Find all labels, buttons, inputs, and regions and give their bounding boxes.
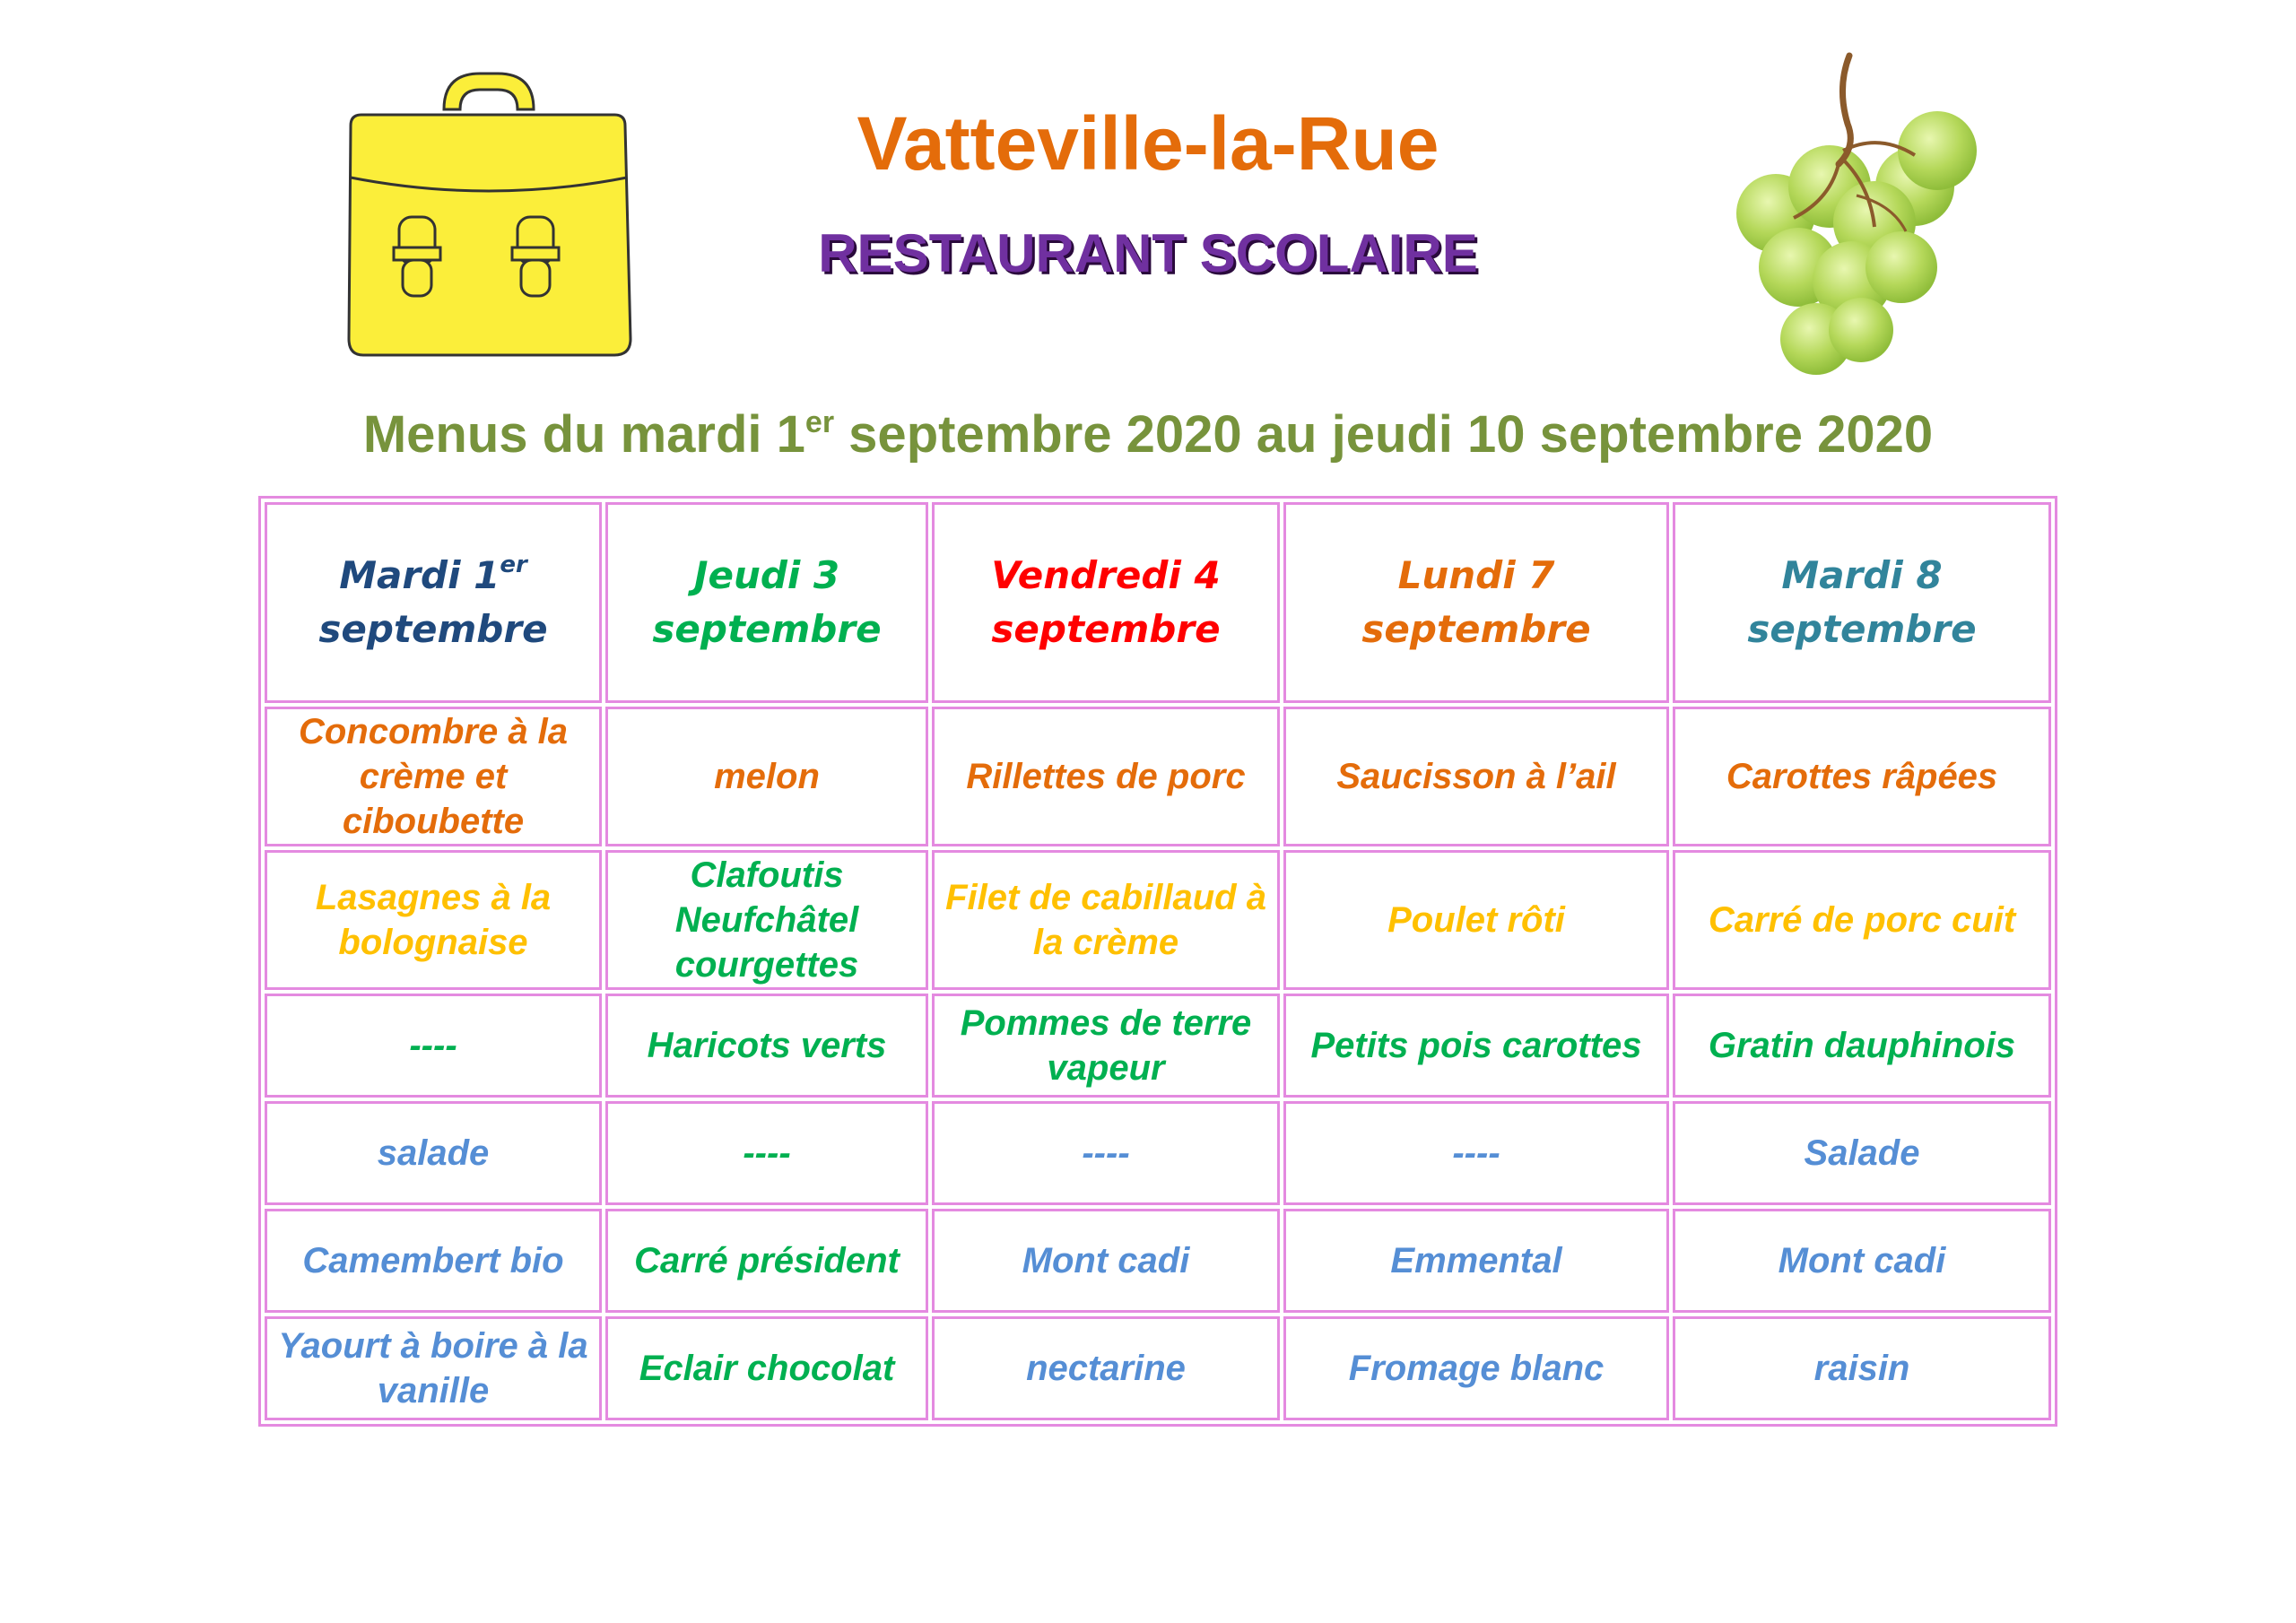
- table-row: [265, 1209, 2051, 1313]
- menu-cell: Haricots verts: [605, 994, 928, 1098]
- menu-cell: Mont cadi: [1673, 1209, 2051, 1313]
- menu-cell: Carré président: [605, 1209, 928, 1313]
- day-header: [1673, 502, 2051, 703]
- menu-cell: Fromage blanc: [1283, 1316, 1669, 1420]
- table-row: [265, 850, 2051, 990]
- table-row: [265, 994, 2051, 1098]
- menu-cell: Lasagnes à la bolognaise: [265, 850, 602, 990]
- menu-cell: Carré de porc cuit: [1673, 850, 2051, 990]
- menu-cell: Filet de cabillaud à la crème: [932, 850, 1280, 990]
- table-header-row: [265, 502, 2051, 703]
- menu-cell: salade: [265, 1101, 602, 1205]
- day-header: [605, 502, 928, 703]
- day-superscript: er: [500, 551, 527, 578]
- menu-cell: ----: [1283, 1101, 1669, 1205]
- menu-table: [258, 496, 2057, 1427]
- table-row: [265, 1316, 2051, 1420]
- day-header: [1283, 502, 1669, 703]
- menu-cell: Camembert bio: [265, 1209, 602, 1313]
- menu-cell: Pommes de terre vapeur: [932, 994, 1280, 1098]
- menu-cell: ----: [605, 1101, 928, 1205]
- day-name: Vendredi 4: [991, 553, 1221, 597]
- day-month: septembre: [991, 607, 1221, 651]
- menu-cell: Poulet rôti: [1283, 850, 1669, 990]
- menu-cell: Emmental: [1283, 1209, 1669, 1313]
- page-subtitle: RESTAURANT SCOLAIRE: [818, 223, 1478, 283]
- day-month: septembre: [318, 607, 548, 651]
- day-name: Mardi 8: [1781, 553, 1943, 597]
- menu-cell: Petits pois carottes: [1283, 994, 1669, 1098]
- menu-cell: Salade: [1673, 1101, 2051, 1205]
- menu-date-range: [0, 402, 2296, 468]
- menu-cell: Concombre à la crème et ciboubette: [265, 707, 602, 846]
- menu-cell: Clafoutis Neufchâtel courgettes: [605, 850, 928, 990]
- day-header: [932, 502, 1280, 703]
- day-month: septembre: [1361, 607, 1591, 651]
- menu-cell: Eclair chocolat: [605, 1316, 928, 1420]
- menu-cell: ----: [932, 1101, 1280, 1205]
- range-suffix: septembre 2020 au jeudi 10 septembre 2020: [834, 405, 1934, 464]
- menu-cell: raisin: [1673, 1316, 2051, 1420]
- range-superscript: er: [804, 405, 835, 439]
- menu-cell: Mont cadi: [932, 1209, 1280, 1313]
- menu-cell: Yaourt à boire à la vanille: [265, 1316, 602, 1420]
- day-name: Jeudi 3: [693, 553, 840, 597]
- menu-cell: ----: [265, 994, 602, 1098]
- day-month: septembre: [1747, 607, 1977, 651]
- day-month: septembre: [652, 607, 882, 651]
- menu-cell: Carottes râpées: [1673, 707, 2051, 846]
- range-prefix: Menus du mardi 1: [362, 405, 805, 464]
- menu-cell: Gratin dauphinois: [1673, 994, 2051, 1098]
- day-name: Lundi 7: [1397, 553, 1555, 597]
- menu-cell: Rillettes de porc: [932, 707, 1280, 846]
- table-row: [265, 1101, 2051, 1205]
- menu-cell: melon: [605, 707, 928, 846]
- table-row: [265, 707, 2051, 846]
- town-title: Vatteville-la-Rue: [857, 101, 1439, 186]
- menu-cell: Saucisson à l’ail: [1283, 707, 1669, 846]
- menu-cell: nectarine: [932, 1316, 1280, 1420]
- day-header: [265, 502, 602, 703]
- day-name: Mardi 1: [339, 553, 500, 597]
